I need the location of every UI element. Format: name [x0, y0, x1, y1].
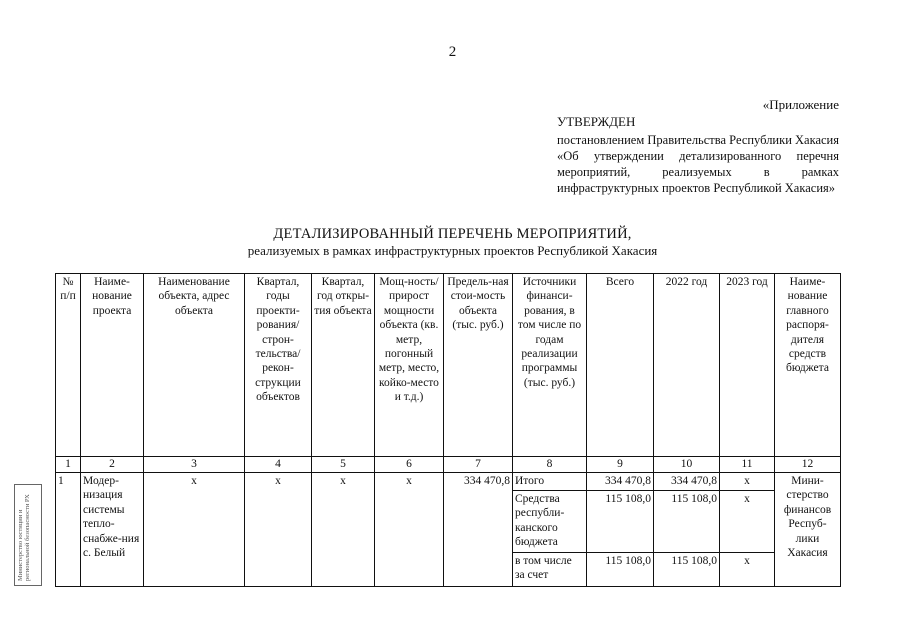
column-number: 11	[720, 457, 775, 473]
header-cell: Наиме-нование проекта	[81, 274, 144, 457]
page-number: 2	[448, 44, 457, 60]
header-cell: 2023 год	[720, 274, 775, 457]
stamp-text: Министерство юстиции и региональной безопасности РХ	[17, 494, 31, 581]
source-2023: х	[720, 473, 775, 491]
header-cell: Всего	[587, 274, 654, 457]
measures-table	[55, 273, 841, 587]
column-number: 10	[654, 457, 720, 473]
header-cell: Квартал, год откры-тия объекта	[312, 274, 375, 457]
source-2022: 115 108,0	[654, 553, 720, 587]
column-number: 6	[375, 457, 444, 473]
design-period: х	[245, 473, 312, 587]
source-label: Средства республи-канского бюджета	[513, 491, 587, 553]
column-number: 9	[587, 457, 654, 473]
header-cell: Наиме-нование главного распоря-дителя средств бюджета	[775, 274, 841, 457]
header-cell: Наименование объекта, адрес объекта	[144, 274, 245, 457]
header-cell: 2022 год	[654, 274, 720, 457]
source-total: 334 470,8	[587, 473, 654, 491]
source-total: 115 108,0	[587, 553, 654, 587]
column-number: 3	[144, 457, 245, 473]
project-name: Модер-низация системы тепло-снабже-ния с. Белый	[81, 473, 144, 587]
document-subtitle: реализуемых в рамках инфраструктурных проектов Республикой Хакасия	[247, 243, 658, 258]
header-row	[56, 274, 841, 457]
source-2022: 334 470,8	[654, 473, 720, 491]
column-number-row	[56, 457, 841, 473]
max-cost: 334 470,8	[444, 473, 513, 587]
registration-stamp	[14, 484, 42, 586]
document-title: ДЕТАЛИЗИРОВАННЫЙ ПЕРЕЧЕНЬ МЕРОПРИЯТИЙ,	[273, 226, 632, 242]
table-row	[56, 473, 841, 491]
column-number: 12	[775, 457, 841, 473]
source-label: в том числе за счет	[513, 553, 587, 587]
column-number: 5	[312, 457, 375, 473]
decree-text: постановлением Правительства Республики Хакасия «Об утверждении детализированного перечня мероприятий, реализуемых в рамках инфраструктурных проектов Республикой Хакасия»	[557, 133, 840, 195]
object-name: х	[144, 473, 245, 587]
header-cell: Источники финанси-рования, в том числе по годам реализации программы (тыс. руб.)	[513, 274, 587, 457]
source-2023: х	[720, 553, 775, 587]
source-2022: 115 108,0	[654, 491, 720, 553]
column-number: 4	[245, 457, 312, 473]
header-cell: Квартал, годы проекти-рования/ строн-тельства/ рекон-струкции объектов	[245, 274, 312, 457]
capacity: х	[375, 473, 444, 587]
approved-label: УТВЕРЖДЕН	[557, 114, 636, 129]
header-cell: № п/п	[56, 274, 81, 457]
budget-manager: Мини-стерство финансов Респуб-лики Хакасия	[775, 473, 841, 587]
row-number: 1	[56, 473, 81, 587]
source-2023: х	[720, 491, 775, 553]
source-total: 115 108,0	[587, 491, 654, 553]
source-label: Итого	[513, 473, 587, 491]
column-number: 2	[81, 457, 144, 473]
appendix-label: «Приложение	[762, 97, 839, 112]
column-number: 8	[513, 457, 587, 473]
header-cell: Предель-ная стои-мость объекта (тыс. руб.)	[444, 274, 513, 457]
column-number: 7	[444, 457, 513, 473]
opening-period: х	[312, 473, 375, 587]
column-number: 1	[56, 457, 81, 473]
header-cell: Мощ-ность/ прирост мощности объекта (кв. метр, погонный метр, место, койко-место и т.д.)	[375, 274, 444, 457]
